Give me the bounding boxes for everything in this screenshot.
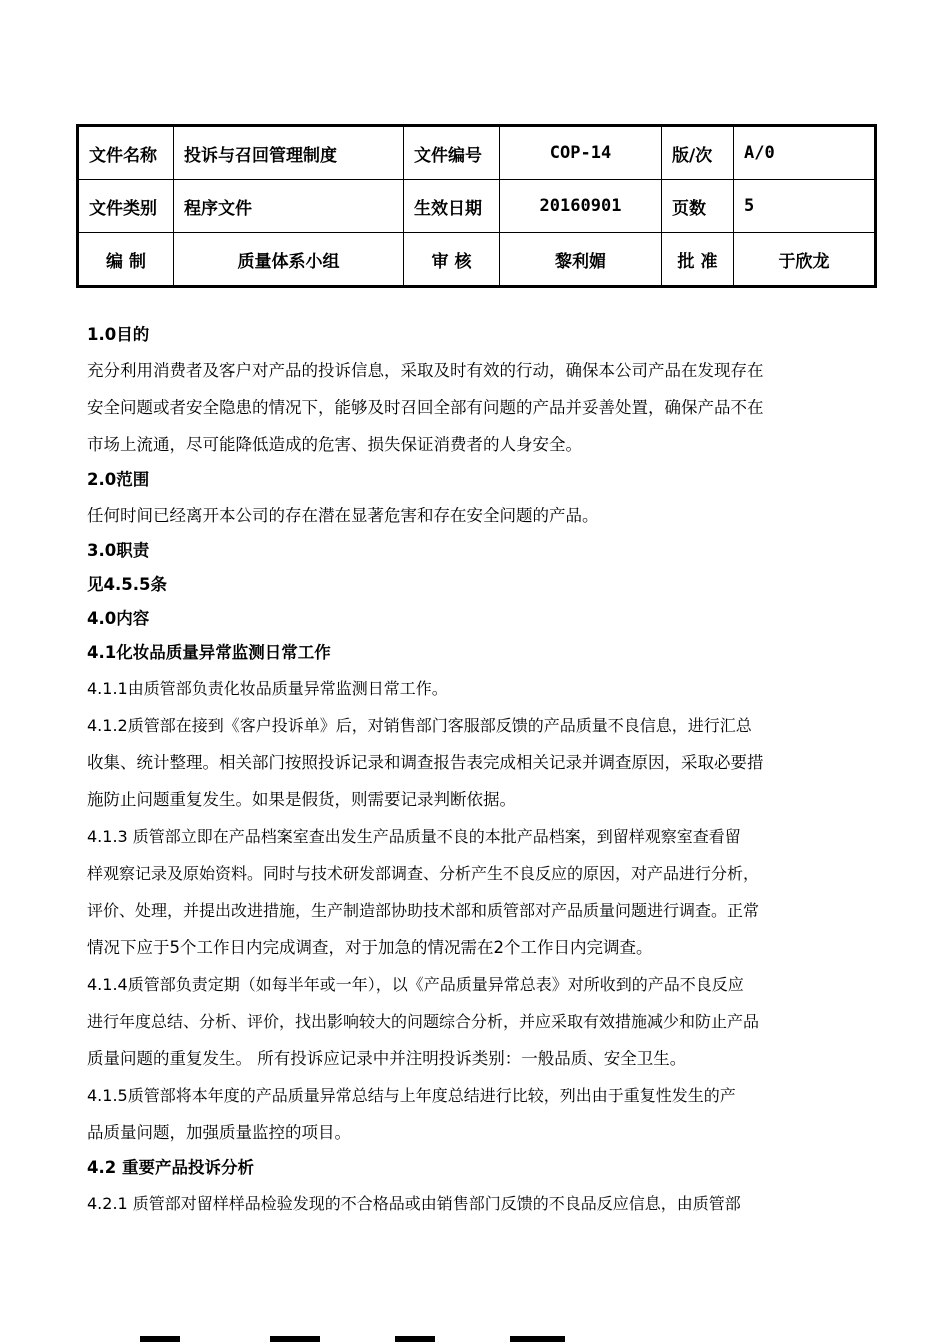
page-count-value: 5	[734, 180, 876, 233]
header-row	[78, 126, 876, 180]
paragraph-line: 市场上流通，尽可能降低造成的危害、损失保证消费者的人身安全。	[87, 435, 582, 454]
section-heading-scope: 2.0范围	[87, 470, 150, 489]
document-header-table	[76, 124, 877, 288]
page-count-label: 页数	[662, 180, 734, 233]
paragraph-line: 施防止问题重复发生。如果是假货，则需要记录判断依据。	[87, 790, 516, 809]
responsibility-reference: 见4.5.5条	[87, 575, 167, 594]
paragraph-line: 进行年度总结、分析、评价，找出影响较大的问题综合分析，并应采取有效措施减少和防止产品	[87, 1012, 760, 1031]
paragraph-line: 情况下应于5个工作日内完成调查，对于加急的情况需在2个工作日内完调查。	[87, 938, 653, 957]
version-value: A/0	[734, 126, 876, 180]
paragraph-line: 任何时间已经离开本公司的存在潜在显著危害和存在安全问题的产品。	[87, 506, 599, 525]
document-body	[87, 318, 867, 1222]
paragraph-line: 4.2.1 质管部对留样样品检验发现的不合格品或由销售部门反馈的不良品反应信息，由质管部	[87, 1194, 741, 1213]
paragraph-line: 质量问题的重复发生。 所有投诉应记录中并注明投诉类别：一般品质、安全卫生。	[87, 1049, 687, 1068]
effective-date-label: 生效日期	[404, 180, 500, 233]
doc-number-value: COP-14	[500, 126, 662, 180]
effective-date-value: 20160901	[500, 180, 662, 233]
doc-number-label: 文件编号	[404, 126, 500, 180]
section-heading-purpose: 1.0目的	[87, 325, 150, 344]
paragraph-line: 4.1.3 质管部立即在产品档案室查出发生产品质量不良的本批产品档案，到留样观察室查看留	[87, 827, 741, 846]
subsection-heading-4-2: 4.2 重要产品投诉分析	[87, 1158, 254, 1177]
section-heading-content: 4.0内容	[87, 609, 150, 628]
doc-name-value: 投诉与召回管理制度	[174, 126, 404, 180]
paragraph-line: 样观察记录及原始资料。同时与技术研发部调查、分析产生不良反应的原因，对产品进行分析，	[87, 864, 760, 883]
header-row	[78, 233, 876, 287]
doc-category-value: 程序文件	[174, 180, 404, 233]
paragraph-line: 4.1.4质管部负责定期（如每半年或一年），以《产品质量异常总表》对所收到的产品不良反应	[87, 975, 744, 994]
paragraph-line: 品质量问题，加强质量监控的项目。	[87, 1123, 351, 1142]
reviewed-by-value: 黎利媚	[500, 233, 662, 287]
paragraph-line: 4.1.5质管部将本年度的产品质量异常总结与上年度总结进行比较，列出由于重复性发生的产	[87, 1086, 736, 1105]
header-row	[78, 180, 876, 233]
reviewed-by-label: 审 核	[404, 233, 500, 287]
section-heading-responsibility: 3.0职责	[87, 541, 150, 560]
prepared-by-value: 质量体系小组	[174, 233, 404, 287]
doc-name-label: 文件名称	[78, 126, 174, 180]
paragraph-line: 评价、处理，并提出改进措施，生产制造部协助技术部和质管部对产品质量问题进行调查。正常	[87, 901, 760, 920]
approved-by-value: 于欣龙	[734, 233, 876, 287]
paragraph-line: 4.1.2质管部在接到《客户投诉单》后，对销售部门客服部反馈的产品质量不良信息，进行汇总	[87, 716, 752, 735]
paragraph-line: 4.1.1由质管部负责化妆品质量异常监测日常工作。	[87, 679, 448, 698]
approved-by-label: 批 准	[662, 233, 734, 287]
prepared-by-label: 编 制	[78, 233, 174, 287]
doc-category-label: 文件类别	[78, 180, 174, 233]
next-page-text-fragment	[140, 1330, 590, 1344]
version-label: 版/次	[662, 126, 734, 180]
paragraph-line: 充分利用消费者及客户对产品的投诉信息，采取及时有效的行动，确保本公司产品在发现存在	[87, 361, 764, 380]
paragraph-line: 收集、统计整理。相关部门按照投诉记录和调查报告表完成相关记录并调查原因，采取必要措	[87, 753, 764, 772]
paragraph-line: 安全问题或者安全隐患的情况下，能够及时召回全部有问题的产品并妥善处置，确保产品不在	[87, 398, 764, 417]
subsection-heading-4-1: 4.1化妆品质量异常监测日常工作	[87, 643, 331, 662]
